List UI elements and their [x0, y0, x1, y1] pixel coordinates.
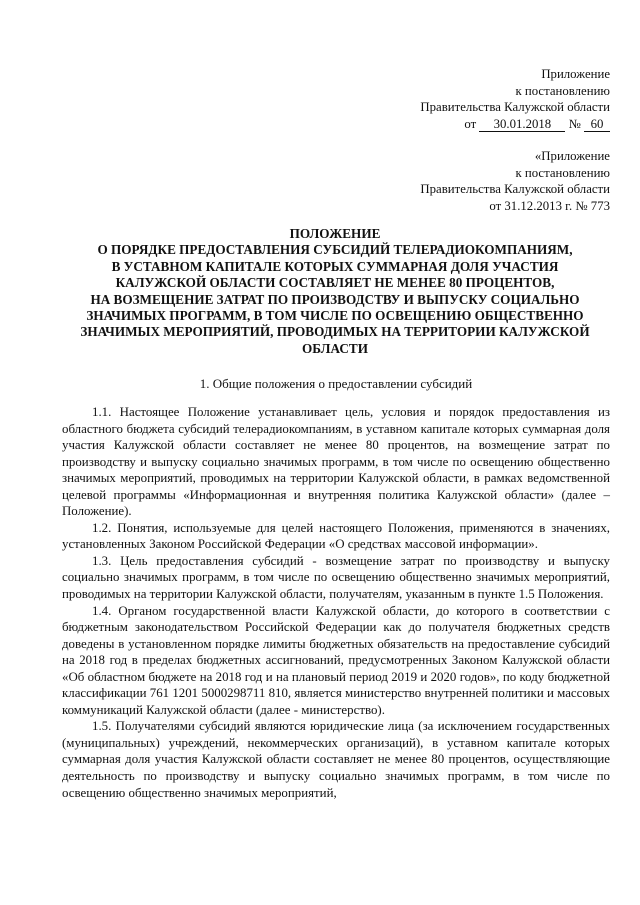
- document-title: [58, 226, 612, 357]
- decree-number: 60: [584, 117, 610, 132]
- paragraph-1-5: 1.5. Получателями субсидий являются юридические лица (за исключением государственных (муниципальных) учреждений, некоммерческих организаций), в уставном капитале которых суммарная доля участия Калужской области составляет не менее 80 процентов, осуществляющие деятельность по производству и выпуску социально значимых программ, в том числе по освещению общественно значимых мероприятий,: [62, 719, 610, 800]
- title-line: ОБЛАСТИ: [302, 340, 368, 356]
- paragraph-1-3: 1.3. Цель предоставления субсидий - возмещение затрат по производству и выпуску социально значимых программ, в том числе по освещению общественно значимых мероприятий, проводимых на территории Калужской области, получателям, указанным в пункте 1.5 Положения.: [62, 553, 610, 602]
- annex-line: к постановлению: [515, 83, 610, 98]
- annex-line: к постановлению: [515, 165, 610, 180]
- annex-line: Приложение: [541, 67, 610, 81]
- title-line: ПОЛОЖЕНИЕ: [289, 226, 381, 241]
- document-body: [62, 404, 610, 801]
- title-line: КАЛУЖСКОЙ ОБЛАСТИ СОСТАВЛЯЕТ НЕ МЕНЕЕ 80 ПРОЦЕНТОВ,: [115, 275, 555, 291]
- title-line: В УСТАВНОМ КАПИТАЛЕ КОТОРЫХ СУММАРНАЯ ДОЛЯ УЧАСТИЯ: [111, 258, 559, 274]
- annex-line: Правительства Калужской области: [420, 100, 610, 115]
- annex-date-line: [420, 116, 610, 133]
- annex-line: Правительства Калужской области: [420, 182, 610, 197]
- paragraph-1-2: 1.2. Понятия, используемые для целей настоящего Положения, применяются в значениях, установленных Законом Российской Федерации «О средствах массовой информации».: [62, 520, 610, 552]
- decree-date: 30.01.2018: [479, 117, 565, 132]
- annex-header-original: [420, 148, 610, 214]
- title-line: ЗНАЧИМЫХ ПРОГРАММ, В ТОМ ЧИСЛЕ ПО ОСВЕЩЕНИЮ ОБЩЕСТВЕННО: [86, 308, 584, 324]
- title-line: О ПОРЯДКЕ ПРЕДОСТАВЛЕНИЯ СУБСИДИЙ ТЕЛЕРАДИОКОМПАНИЯМ,: [97, 242, 573, 258]
- annex-line: от 31.12.2013 г. № 773: [489, 198, 610, 213]
- paragraph-1-1: 1.1. Настоящее Положение устанавливает цель, условия и порядок предоставления из областного бюджета субсидий телерадиокомпаниям, в уставном капитале которых суммарная доля участия Калужской области составляет не менее 80 процентов, на возмещение затрат по производству и выпуску социально значимых программ, в том числе по освещению общественно значимых мероприятий, проводимых на территории Калужской области, в рамках ведомственной целевой программы «Информационная и внутренняя политика Калужской области» (далее – Положение).: [62, 405, 610, 519]
- section-heading: 1. Общие положения о предоставлении субсидий: [199, 376, 473, 391]
- title-line: НА ВОЗМЕЩЕНИЕ ЗАТРАТ ПО ПРОИЗВОДСТВУ И ВЫПУСКУ СОЦИАЛЬНО: [90, 291, 580, 307]
- number-label: №: [568, 116, 581, 131]
- annex-line: «Приложение: [534, 149, 610, 163]
- annex-header-current: [420, 66, 610, 132]
- title-line: ЗНАЧИМЫХ МЕРОПРИЯТИЙ, ПРОВОДИМЫХ НА ТЕРРИТОРИИ КАЛУЖСКОЙ: [80, 324, 590, 340]
- date-prefix: от: [464, 116, 477, 131]
- paragraph-1-4: 1.4. Органом государственной власти Калужской области, до которого в соответствии с бюджетным законодательством Российской Федерации как до получателя бюджетных средств доведены в установленном порядке лимиты бюджетных обязательств на предоставление субсидий на 2018 год в пределах бюджетных ассигнований, предусмотренных Законом Калужской области «Об областном бюджете на 2018 год и на плановый период 2019 и 2020 годов», по коду бюджетной классификации 761 1201 5000298711 810, является министерство внутренней политики и массовых коммуникаций Калужской области (далее - министерство).: [62, 603, 610, 717]
